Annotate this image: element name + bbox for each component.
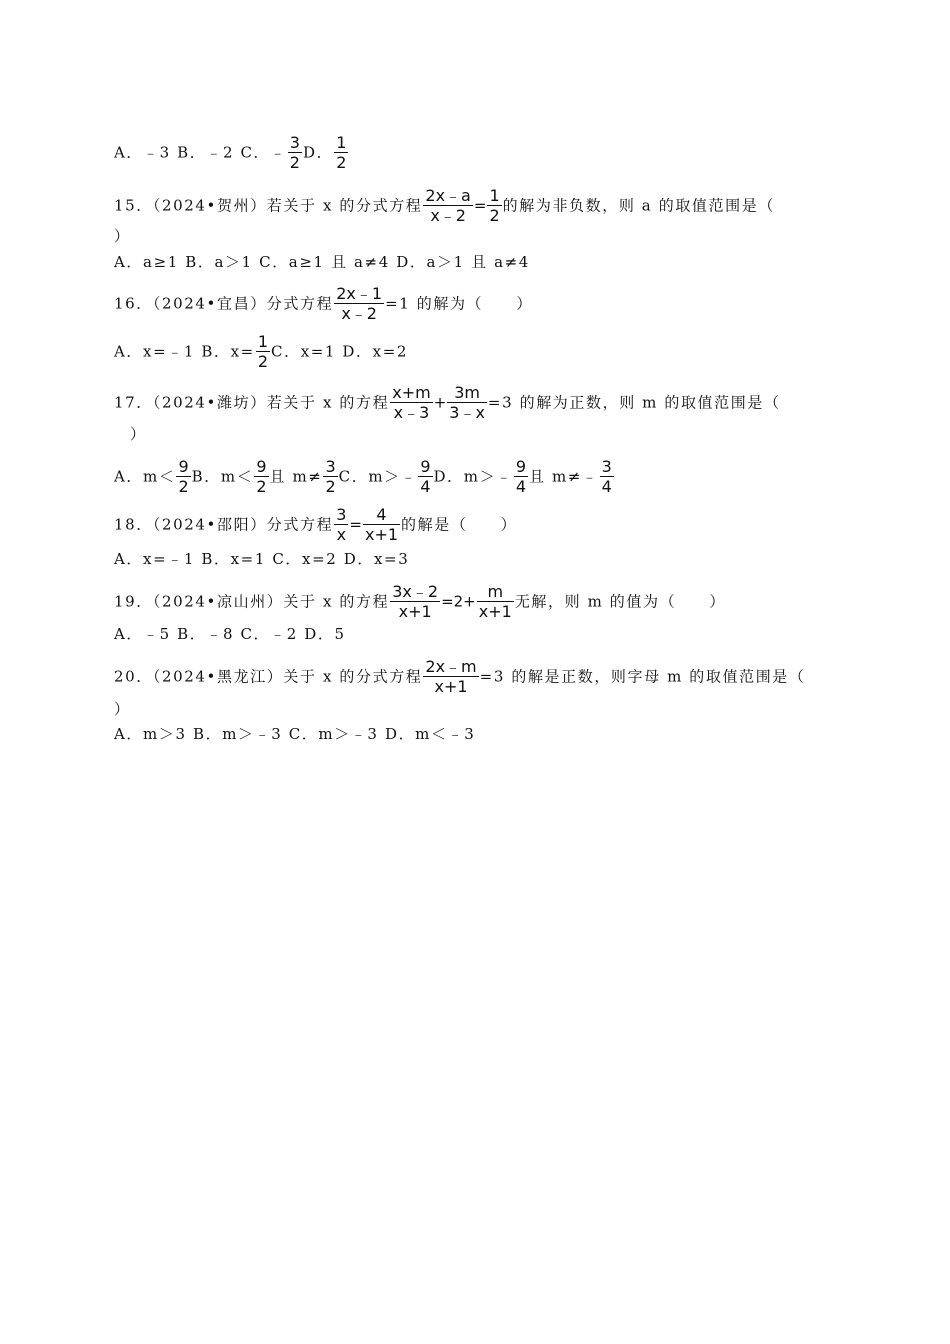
question-text: 17．（2024•潍坊）若关于 x 的方程 (114, 393, 390, 412)
question-text: 15．（2024•贺州）若关于 x 的分式方程 (114, 196, 423, 215)
fraction: $\frac{2x﹣1}{x﹣2}$ (336, 284, 383, 323)
option-text: A．x=﹣1 B．x= (114, 342, 255, 361)
fraction: $\frac{1}{2}$ (489, 186, 500, 225)
fraction: $\frac{x+m}{x﹣3}$ (392, 383, 431, 422)
q17-options: A．m＜ $\frac{9}{2}$ B．m＜ $\frac{9}{2}$ 且 m≠ $\frac{3}{2}$ C．m＞﹣ $\frac{9}{4}$ D．m＞﹣ $\frac{9}{4}$ 且 m≠﹣ $\frac{3}{4}$ (114, 457, 612, 496)
question-15: 15．（2024•贺州）若关于 x 的分式方程 $\frac{2x﹣a}{x﹣2}$ = $\frac{1}{2}$ 的解为非负数，则 a 的取值范围是（ (114, 186, 775, 225)
q20-options: A．m＞3 B．m＞﹣3 C．m＞﹣3 D．m＜﹣3 (114, 725, 476, 743)
fraction: $\frac{2x﹣m}{x+1}$ (425, 657, 477, 696)
question-text: 无解，则 m 的值为（ ） (514, 592, 726, 611)
question-text: 20．（2024•黑龙江）关于 x 的分式方程 (114, 667, 423, 686)
question-15-close: ） (114, 227, 131, 245)
q16-options (114, 333, 834, 372)
question-17-close: ） (130, 425, 147, 443)
fraction: $\frac{3}{4}$ (601, 457, 612, 496)
question-text: =1 的解为（ ） (385, 294, 533, 313)
question-16 (114, 285, 834, 324)
question-19: 19．（2024•凉山州）关于 x 的方程 $\frac{3x﹣2}{x+1}$ =2+ $\frac{m}{x+1}$ 无解，则 m 的值为（ ） (114, 582, 726, 621)
fraction: $\frac{4}{x+1}$ (364, 505, 399, 544)
fraction: $\frac{3}{2}$ (325, 457, 336, 496)
q14-options (114, 134, 834, 173)
option-text: C．x=1 D．x=2 (271, 342, 409, 361)
q19-options: A．﹣5 B．﹣8 C．﹣2 D．5 (114, 625, 346, 643)
option-text: A．﹣3 B．﹣2 C．﹣ (114, 143, 287, 162)
fraction: $\frac{3}{2}$ (289, 133, 300, 172)
fraction: $\frac{3x﹣2}{x+1}$ (392, 582, 439, 621)
q18-options: A．x=﹣1 B．x=1 C．x=2 D．x=3 (114, 550, 410, 568)
fraction: $\frac{2x﹣a}{x﹣2}$ (425, 186, 471, 225)
fraction: $\frac{9}{4}$ (420, 457, 431, 496)
question-text: 的解为非负数，则 a 的取值范围是（ (502, 196, 775, 215)
fraction: $\frac{3m}{3﹣x}$ (449, 383, 485, 422)
fraction: $\frac{9}{4}$ (515, 457, 526, 496)
question-text: 的解是（ ） (401, 515, 518, 534)
question-text: =3 的解是正数，则字母 m 的取值范围是（ (479, 667, 806, 686)
question-text: 18．（2024•邵阳）分式方程 (114, 515, 334, 534)
fraction: $\frac{9}{2}$ (178, 457, 189, 496)
q15-options: A．a≥1 B．a＞1 C．a≥1 且 a≠4 D．a＞1 且 a≠4 (114, 253, 530, 271)
question-20 (114, 658, 834, 697)
question-text: =3 的解为正数，则 m 的取值范围是（ (487, 393, 781, 412)
question-20-close: ） (114, 700, 131, 718)
fraction: $\frac{m}{x+1}$ (478, 582, 512, 621)
fraction: $\frac{1}{2}$ (257, 332, 269, 371)
question-text: 19．（2024•凉山州）关于 x 的方程 (114, 592, 390, 611)
question-17: 17．（2024•潍坊）若关于 x 的方程 $\frac{x+m}{x﹣3}$ + $\frac{3m}{3﹣x}$ =3 的解为正数，则 m 的取值范围是（ (114, 383, 781, 422)
fraction: $\frac{9}{2}$ (256, 457, 267, 496)
question-text: 16．（2024•宜昌）分式方程 (114, 294, 334, 313)
fraction: $\frac{1}{2}$ (336, 133, 347, 172)
fraction: $\frac{3}{x}$ (336, 505, 347, 544)
option-text: D． (302, 143, 334, 162)
question-18: 18．（2024•邵阳）分式方程 $\frac{3}{x}$ = $\frac{4}{x+1}$ 的解是（ ） (114, 505, 518, 544)
